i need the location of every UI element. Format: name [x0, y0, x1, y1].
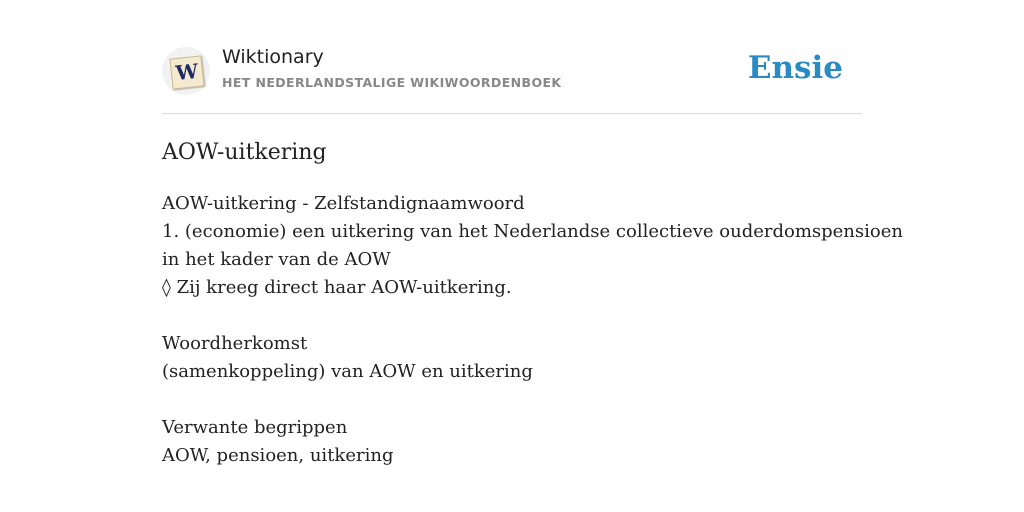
definition-line-1: 1. (economie) een uitkering van het Nederlandse collectieve ouderdomspensioen [162, 221, 903, 242]
entry-body [162, 190, 903, 470]
related-terms: AOW, pensioen, uitkering [162, 445, 394, 466]
spacer [162, 386, 862, 414]
definition-line-2: in het kader van de AOW [162, 249, 391, 270]
page-title: AOW-uitkering [162, 140, 327, 165]
site-subtitle: HET NEDERLANDSTALIGE WIKIWOORDENBOEK [222, 75, 562, 90]
etymology-heading: Woordherkomst [162, 333, 308, 354]
spacer [162, 302, 862, 330]
related-heading: Verwante begrippen [162, 417, 348, 438]
wiktionary-logo-icon[interactable] [162, 47, 210, 95]
example-sentence: ◊ Zij kreeg direct haar AOW-uitkering. [162, 277, 512, 298]
ensie-brand-logo[interactable]: Ensie [747, 50, 843, 86]
entry-card [162, 40, 903, 470]
site-name[interactable]: Wiktionary [222, 46, 324, 68]
part-of-speech-line: AOW-uitkering - Zelfstandignaamwoord [162, 193, 525, 214]
etymology-text: (samenkoppeling) van AOW en uitkering [162, 361, 533, 382]
header [162, 40, 862, 114]
logo-letter: W [169, 55, 204, 89]
